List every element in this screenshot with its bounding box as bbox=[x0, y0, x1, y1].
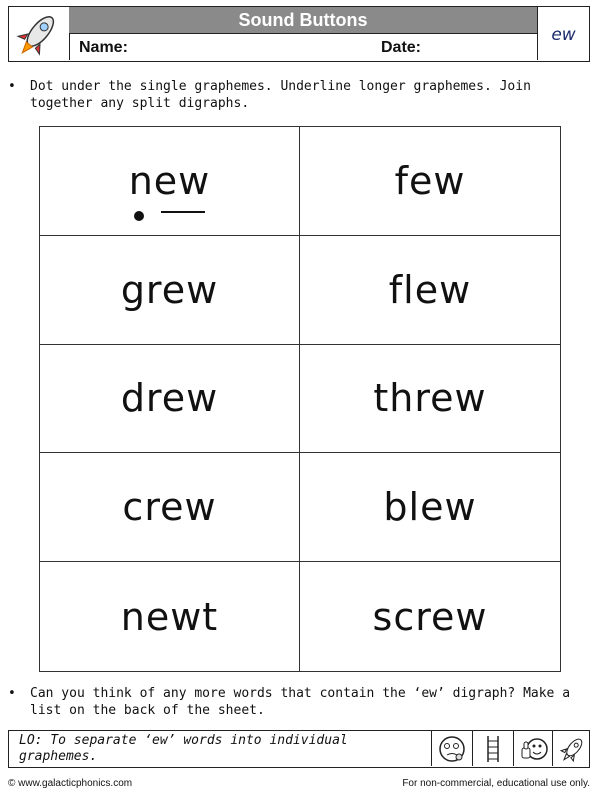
word-cell bbox=[300, 236, 560, 345]
word-cell bbox=[40, 453, 300, 562]
bullet-icon: • bbox=[8, 79, 16, 94]
word-flew: flew bbox=[388, 267, 472, 312]
instruction-top-text: Dot under the single graphemes. Underline longer graphemes. Join together any split digraphs. bbox=[30, 79, 531, 111]
sound-dot bbox=[134, 211, 144, 221]
name-date-row bbox=[69, 34, 537, 60]
sound-underline bbox=[161, 211, 205, 213]
ladder-icon bbox=[472, 731, 513, 766]
thinking-face-icon bbox=[431, 731, 472, 766]
footer-website: © www.galacticphonics.com bbox=[8, 778, 133, 789]
learning-objective-bar bbox=[8, 730, 590, 768]
word-cell bbox=[40, 345, 300, 454]
learning-objective-text: LO: To separate ‘ew’ words into individual graphemes. bbox=[19, 733, 348, 764]
word-cell bbox=[300, 345, 560, 454]
bullet-icon: • bbox=[8, 686, 16, 701]
word-threw: threw bbox=[373, 376, 487, 421]
date-label: Date: bbox=[381, 39, 422, 56]
word-cell bbox=[40, 236, 300, 345]
word-text: new bbox=[128, 158, 211, 203]
word-screw: screw bbox=[372, 594, 488, 639]
word-few: few bbox=[394, 158, 466, 203]
word-grew: grew bbox=[120, 267, 219, 312]
instruction-bottom-text: Can you think of any more words that contain the ‘ew’ digraph? Make a list on the back of the sheet. bbox=[30, 686, 571, 718]
word-cell bbox=[40, 127, 300, 236]
word-new bbox=[129, 159, 211, 203]
word-cell bbox=[40, 562, 300, 671]
word-newt: newt bbox=[120, 594, 219, 639]
word-grid bbox=[39, 126, 561, 672]
word-cell bbox=[300, 453, 560, 562]
word-crew: crew bbox=[122, 485, 217, 530]
word-cell bbox=[300, 562, 560, 671]
name-label: Name: bbox=[79, 39, 128, 56]
word-drew: drew bbox=[120, 376, 219, 421]
worksheet-header bbox=[8, 6, 590, 62]
thumbs-up-face-icon bbox=[513, 731, 554, 766]
worksheet-title: Sound Buttons bbox=[69, 7, 537, 34]
rocket-icon bbox=[552, 731, 593, 766]
grapheme-code: ew bbox=[537, 7, 589, 60]
rocket-logo-icon bbox=[9, 7, 70, 60]
word-blew: blew bbox=[383, 485, 477, 530]
footer-note: For non-commercial, educational use only. bbox=[402, 778, 590, 789]
word-cell bbox=[300, 127, 560, 236]
